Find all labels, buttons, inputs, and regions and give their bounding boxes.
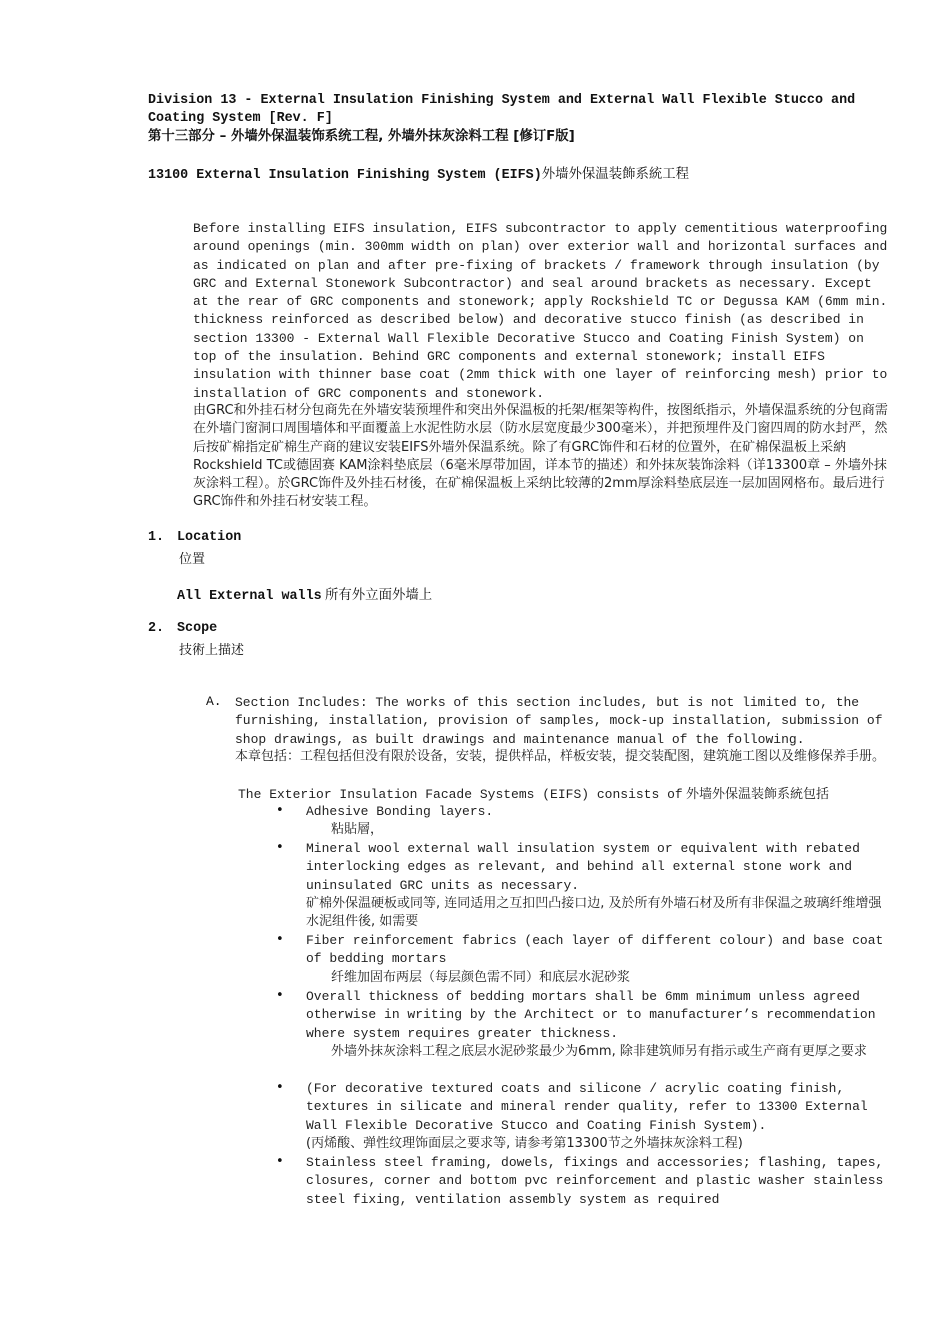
item-a-letter: A. xyxy=(206,694,222,709)
section-heading xyxy=(148,166,908,185)
location-heading: Location xyxy=(177,530,242,545)
bullet-english: (For decorative textured coats and silicone / acrylic coating finish, textures in silicate and mineral render quality, refer to 13300 External Wall Flexible Decorative Stucco and Coating Finish System). xyxy=(306,1081,868,1133)
bullet-symbol: • xyxy=(276,840,284,855)
eifs-consists-chinese: 外墙外保温装飾系統包括 xyxy=(685,787,829,802)
intro-paragraph-english: Before installing EIFS insulation, EIFS subcontractor to apply cementitious waterproofing around openings (min. 300mm width on plan) over exterior wall and horizontal surfaces and as indicated on plan and after pre-fixing of brackets / framework through insulation (by GRC and External Stonework Subcontractor) and seal around brackets as necessary. Except at the rear of GRC components and stonework; apply Rockshield TC or Degussa KAM (6mm min. thickness reinforced as described below) and decorative stucco finish (as described in section 13300 - External Wall Flexible Decorative Stucco and Coating Finish System) on top of the insulation. Behind GRC components and external stonework; install EIFS insulation with thinner base coat (2mm thick with one layer of reinforcing mesh) prior to installation of GRC components and stonework. xyxy=(193,221,888,401)
intro-paragraph-chinese: 由GRC和外挂石材分包商先在外墙安装预埋件和突出外保温板的托架/框架等构件，按图纸指示，外墙保温系统的分包商需在外墙门窗洞口周围墙体和平面覆盖上水泥性防水层（防水层宽度最少300毫米），并把预埋件及门窗四周的防水封严，然后按矿棉指定矿棉生产商的建议安装EIFS外墙外保温系统。除了有GRC饰件和石材的位置外，在矿棉保温板上采納Rockshield TC或德固赛 KAM涂料垫底层（6毫米厚带加固，详本节的描述）和外抹灰装饰涂料（详13300章 – 外墙外抹灰涂料工程）。於GRC饰件及外挂石材後，在矿棉保温板上采纳比较薄的2mm厚涂料垫底层连一层加固网格布。最后进行GRC饰件和外挂石材安装工程。 xyxy=(193,403,888,510)
eifs-consists-line xyxy=(238,785,898,804)
section-code: 13100 External Insulation Finishing System (EIFS) xyxy=(148,168,542,183)
bullet-english: Fiber reinforcement fabrics (each layer of different colour) and base coat of bedding mortars xyxy=(306,933,884,967)
bullet-english: Overall thickness of bedding mortars shall be 6mm minimum unless agreed otherwise in writing by the Architect or to manufacturer’s recommendation where system requires greater thickness. xyxy=(306,989,876,1041)
document-title-chinese: 第十三部分 – 外墙外保温装饰系统工程, 外墙外抹灰涂料工程 [修订F版] xyxy=(148,129,575,144)
bullet-chinese: 矿棉外保温硬板或同等, 连同适用之互扣凹凸接口边, 及於所有外墙石材及所有非保温之玻璃纤维增强水泥组件後, 如需要 xyxy=(306,896,882,930)
scope-heading: Scope xyxy=(177,621,218,636)
bullet-symbol: • xyxy=(276,932,284,947)
location-detail-english: All External walls xyxy=(177,589,322,604)
scope-heading-chinese: 技術上描述 xyxy=(179,643,245,658)
bullet-symbol: • xyxy=(276,1080,284,1095)
bullet-english: Mineral wool external wall insulation system or equivalent with rebated interlocking edges as relevant, and behind all external stone work and uninsulated GRC units as necessary. xyxy=(306,841,860,893)
eifs-consists-english: The Exterior Insulation Facade Systems (EIFS) consists of xyxy=(238,787,683,802)
bullet-symbol: • xyxy=(276,1154,284,1169)
bullet-chinese: 粘貼層， xyxy=(331,822,384,837)
item-a-english: Section Includes: The works of this section includes, but is not limited to, the furnishing, installation, provision of samples, mock-up installation, submission of shop drawings, as built drawings and maintenance manual of the following. xyxy=(235,695,883,747)
bullet-english: Stainless steel framing, dowels, fixings and accessories; flashing, tapes, closures, corner and bottom pvc reinforcement and plastic washer stainless steel fixing, ventilation assembly system as required xyxy=(306,1155,884,1207)
bullet-english: Adhesive Bonding layers. xyxy=(306,804,494,819)
bullet-symbol: • xyxy=(276,803,284,818)
section-title-chinese: 外墙外保温装飾系統工程 xyxy=(541,167,690,182)
bullet-chinese: 外墙外抹灰涂料工程之底层水泥砂浆最少为6mm, 除非建筑师另有指示或生产商有更厚之要求 xyxy=(331,1044,867,1059)
document-title: Division 13 - External Insulation Finishing System and External Wall Flexible Stucco and Coating System [Rev. F] xyxy=(148,93,856,126)
bullet-chinese: (丙烯酸、弹性纹理饰面层之要求等, 请参考第13300节之外墙抹灰涂料工程) xyxy=(306,1136,743,1151)
location-number: 1. xyxy=(148,530,165,545)
item-a-chinese: 本章包括：工程包括但没有限於设备，安装，提供样品，样板安装，提交装配图，建筑施工图以及维修保养手册。 xyxy=(235,749,886,764)
bullet-chinese: 纤维加固布两层（每层颜色需不同）和底层水泥砂浆 xyxy=(331,970,631,985)
location-detail-chinese: 所有外立面外墙上 xyxy=(325,588,433,603)
bullet-symbol: • xyxy=(276,988,284,1003)
scope-number: 2. xyxy=(148,621,165,636)
location-detail xyxy=(177,584,432,604)
location-heading-chinese: 位置 xyxy=(179,552,206,567)
